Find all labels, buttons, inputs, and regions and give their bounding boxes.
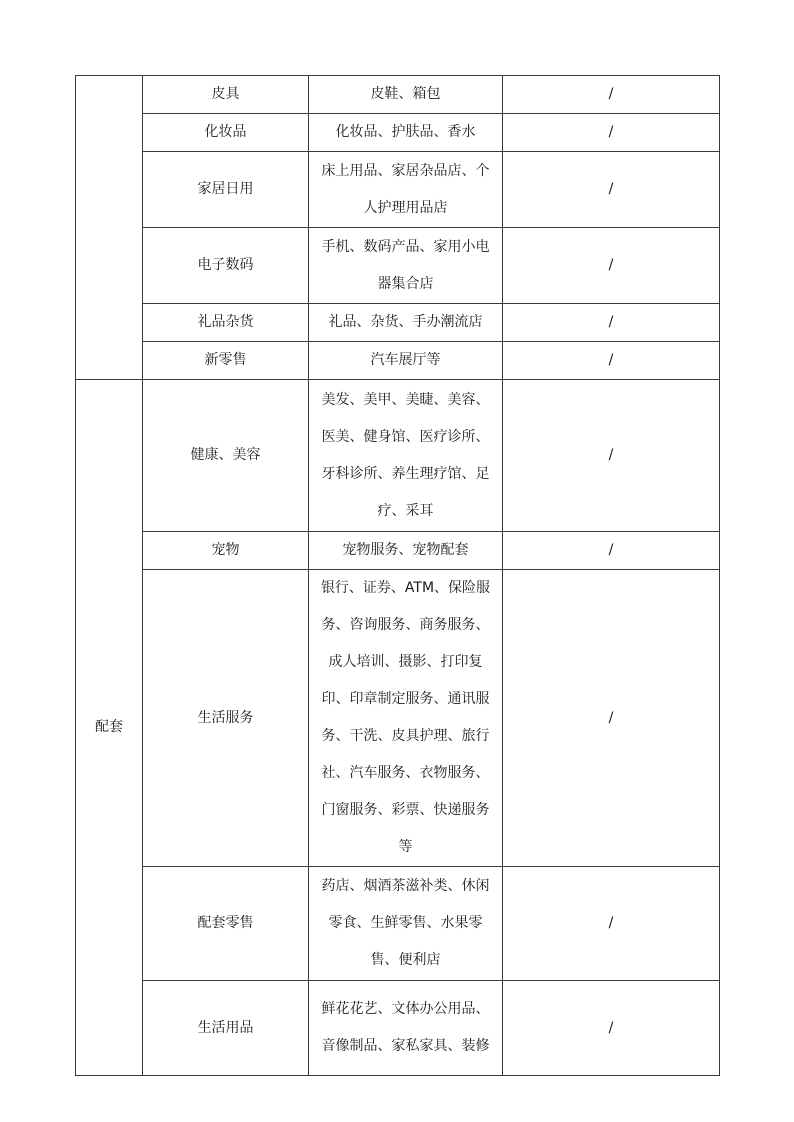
subcategory-cell: 生活用品: [143, 981, 309, 1076]
detail-cell: 美发、美甲、美睫、美容、医美、健身馆、医疗诊所、牙科诊所、养生理疗馆、足疗、采耳: [309, 380, 503, 532]
subcategory-cell: 皮具: [143, 76, 309, 114]
subcategory-cell: 化妆品: [143, 114, 309, 152]
subcategory-cell: 电子数码: [143, 228, 309, 304]
value-cell: /: [503, 304, 720, 342]
detail-cell: 化妆品、护肤品、香水: [309, 114, 503, 152]
value-cell: /: [503, 228, 720, 304]
detail-cell: 汽车展厅等: [309, 342, 503, 380]
value-cell: /: [503, 867, 720, 981]
table-row: [76, 342, 720, 380]
subcategory-cell: 宠物: [143, 532, 309, 570]
subcategory-cell: 配套零售: [143, 867, 309, 981]
table-row: [76, 114, 720, 152]
detail-cell: 礼品、杂货、手办潮流店: [309, 304, 503, 342]
value-cell: /: [503, 380, 720, 532]
table-row: [76, 570, 720, 867]
category-cell-peitao: [76, 380, 143, 1076]
table-row: [76, 981, 720, 1076]
value-cell: /: [503, 76, 720, 114]
detail-cell: 床上用品、家居杂品店、个人护理用品店: [309, 152, 503, 228]
detail-cell: 皮鞋、箱包: [309, 76, 503, 114]
subcategory-cell: 礼品杂货: [143, 304, 309, 342]
table-row: [76, 152, 720, 228]
detail-cell: 鲜花花艺、文体办公用品、音像制品、家私家具、装修: [309, 981, 503, 1076]
table-row: [76, 76, 720, 114]
table-row: [76, 532, 720, 570]
value-cell: /: [503, 532, 720, 570]
value-cell: /: [503, 342, 720, 380]
detail-cell: 药店、烟酒茶滋补类、休闲零食、生鲜零售、水果零售、便利店: [309, 867, 503, 981]
category-table: [75, 75, 720, 1076]
table-row: [76, 304, 720, 342]
table-row: [76, 380, 720, 532]
detail-cell: 银行、证券、ATM、保险服务、咨询服务、商务服务、成人培训、摄影、打印复印、印章制定服务、通讯服务、干洗、皮具护理、旅行社、汽车服务、衣物服务、门窗服务、彩票、快递服务等: [309, 570, 503, 867]
subcategory-cell: 新零售: [143, 342, 309, 380]
detail-cell: 宠物服务、宠物配套: [309, 532, 503, 570]
value-cell: /: [503, 981, 720, 1076]
value-cell: /: [503, 570, 720, 867]
category-cell-empty: [76, 76, 143, 380]
value-cell: /: [503, 152, 720, 228]
subcategory-cell: 生活服务: [143, 570, 309, 867]
detail-cell: 手机、数码产品、家用小电器集合店: [309, 228, 503, 304]
value-cell: /: [503, 114, 720, 152]
subcategory-cell: 家居日用: [143, 152, 309, 228]
category-label: 配套: [95, 719, 123, 735]
subcategory-cell: 健康、美容: [143, 380, 309, 532]
table-row: [76, 228, 720, 304]
table-row: [76, 867, 720, 981]
